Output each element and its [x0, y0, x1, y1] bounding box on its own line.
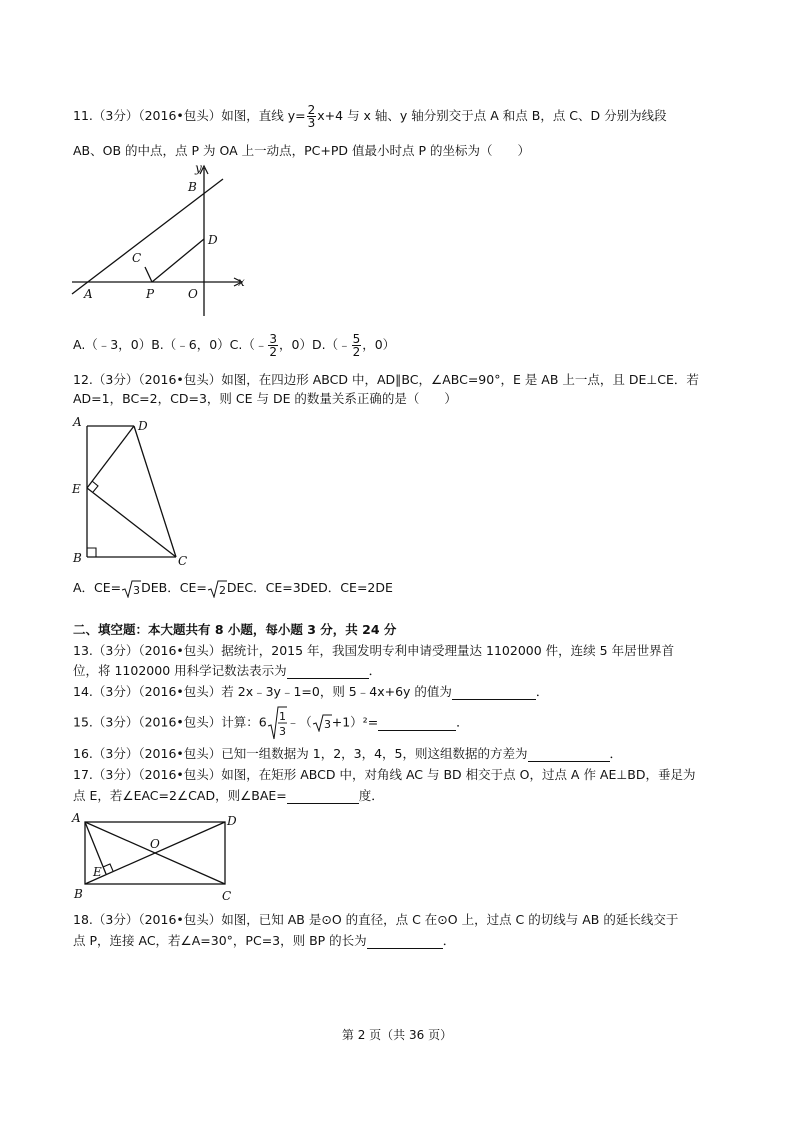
- q15-sqrt3: [312, 714, 332, 732]
- q12-options: A．CE= 3 DEB．CE= 2 DEC．CE=3DED．CE=2DE: [73, 580, 393, 597]
- svg-text:1: 1: [278, 710, 286, 723]
- q11-figure: [68, 160, 258, 320]
- q12-side-dc: [134, 426, 176, 557]
- q11-label-p: P: [146, 287, 155, 301]
- q18-line2: 点 P，连接 AC，若∠A=30°，PC=3，则 BP 的长为 ．: [73, 933, 456, 948]
- q12-right-angle-e: [92, 481, 98, 492]
- q11-line-ab: [72, 179, 223, 294]
- q17-label-c: C: [222, 889, 232, 900]
- q11-label-o: O: [188, 287, 198, 301]
- q11-slope-fraction: $\frac{2}{3}$: [307, 103, 316, 130]
- q11-label-d: D: [208, 233, 218, 247]
- q12-label-d: D: [138, 419, 148, 433]
- q11-segment-pc: [145, 267, 152, 282]
- q12-label-e: E: [72, 482, 81, 496]
- q12-line1: 12.（3分）（2016•包头）如图，在四边形 ABCD 中，AD∥BC，∠ABC=90°，E 是 AB 上一点，且 DE⊥CE．若: [73, 372, 699, 387]
- q11-line1: [73, 104, 667, 129]
- q13-line2: 位，将 1102000 用科学记数法表示为 ．: [73, 663, 382, 678]
- q17-label-a: A: [72, 811, 81, 825]
- q16-line: 16.（3分）（2016•包头）已知一组数据为 1，2，3，4，5，则这组数据的方差为 ．: [73, 746, 623, 761]
- q11-label-b: B: [188, 180, 197, 194]
- q14-answer-blank[interactable]: [452, 684, 536, 700]
- q17-label-e: E: [93, 865, 102, 879]
- q11-label-y: y: [195, 161, 202, 175]
- q11-segment-pd: [152, 239, 204, 282]
- q18-answer-blank[interactable]: [367, 933, 443, 949]
- q11-label-a: A: [84, 287, 93, 301]
- q17-answer-blank[interactable]: [287, 788, 359, 804]
- q12-label-b: B: [73, 551, 82, 565]
- q12-segment-ed: [87, 426, 134, 488]
- q11-option-c-fraction: $\frac{3}{2}$: [269, 332, 278, 359]
- q11-options: A.（﹣3，0）B.（﹣6，0）C.（﹣ $\frac{3}{2}$ ，0）D.（﹣ $\frac{5}{2}$ ，0）: [73, 332, 396, 359]
- q14-line: 14.（3分）（2016•包头）若 2x﹣3y﹣1=0，则 5﹣4x+6y 的值为 ．: [73, 684, 549, 699]
- q15-sqrt-one-third: [267, 706, 287, 740]
- q12-label-c: C: [178, 554, 188, 568]
- q11-option-d-fraction: $\frac{5}{2}$: [352, 332, 361, 359]
- q17-line2: 点 E，若∠EAC=2∠CAD，则∠BAE= 度．: [73, 788, 384, 803]
- q11-line1-a: 11.（3分）（2016•包头）如图，直线 y=: [73, 108, 306, 123]
- section-2-heading: 二、填空题：本大题共有 8 小题，每小题 3 分，共 24 分: [73, 622, 397, 637]
- page-footer: 第 2 页（共 36 页）: [341, 1028, 453, 1042]
- q12-figure: [68, 412, 198, 572]
- svg-text:3: 3: [278, 725, 286, 738]
- q12-line2: AD=1，BC=2，CD=3，则 CE 与 DE 的数量关系正确的是（ ）: [73, 391, 457, 406]
- q17-label-d: D: [227, 814, 237, 828]
- q12-right-angle-b: [87, 548, 96, 557]
- svg-text:2: 2: [218, 583, 226, 597]
- svg-text:3: 3: [133, 583, 141, 597]
- q13-answer-blank[interactable]: [287, 663, 369, 679]
- q12-sqrt3: [121, 580, 141, 598]
- q11-line1-b: x+4 与 x 轴、y 轴分别交于点 A 和点 B，点 C、D 分别为线段: [317, 108, 667, 123]
- q17-label-o: O: [150, 837, 160, 851]
- q15-line: 15.（3分）（2016•包头）计算：6 1 3 ﹣（ 3 +1）²= ．: [73, 706, 469, 740]
- q17-line1: 17.（3分）（2016•包头）如图，在矩形 ABCD 中，对角线 AC 与 BD 相交于点 O，过点 A 作 AE⊥BD，垂足为: [73, 767, 696, 782]
- q13-line1: 13.（3分）（2016•包头）据统计，2015 年，我国发明专利申请受理量达 1102000 件，连续 5 年居世界首: [73, 643, 675, 658]
- q11-line2: AB、OB 的中点，点 P 为 OA 上一动点，PC+PD 值最小时点 P 的坐标为（ ）: [73, 143, 530, 158]
- q12-label-a: A: [73, 415, 82, 429]
- q12-sqrt2: [207, 580, 227, 598]
- q15-answer-blank[interactable]: [378, 715, 456, 731]
- q17-label-b: B: [74, 887, 83, 900]
- q12-segment-ec: [87, 488, 176, 557]
- q11-label-x: x: [238, 275, 245, 289]
- svg-text:3: 3: [323, 718, 331, 731]
- q11-label-c: C: [132, 251, 142, 265]
- q17-figure: [68, 808, 248, 900]
- q16-answer-blank[interactable]: [528, 746, 610, 762]
- q18-line1: 18.（3分）（2016•包头）如图，已知 AB 是⊙O 的直径，点 C 在⊙O 上，过点 C 的切线与 AB 的延长线交于: [73, 912, 679, 927]
